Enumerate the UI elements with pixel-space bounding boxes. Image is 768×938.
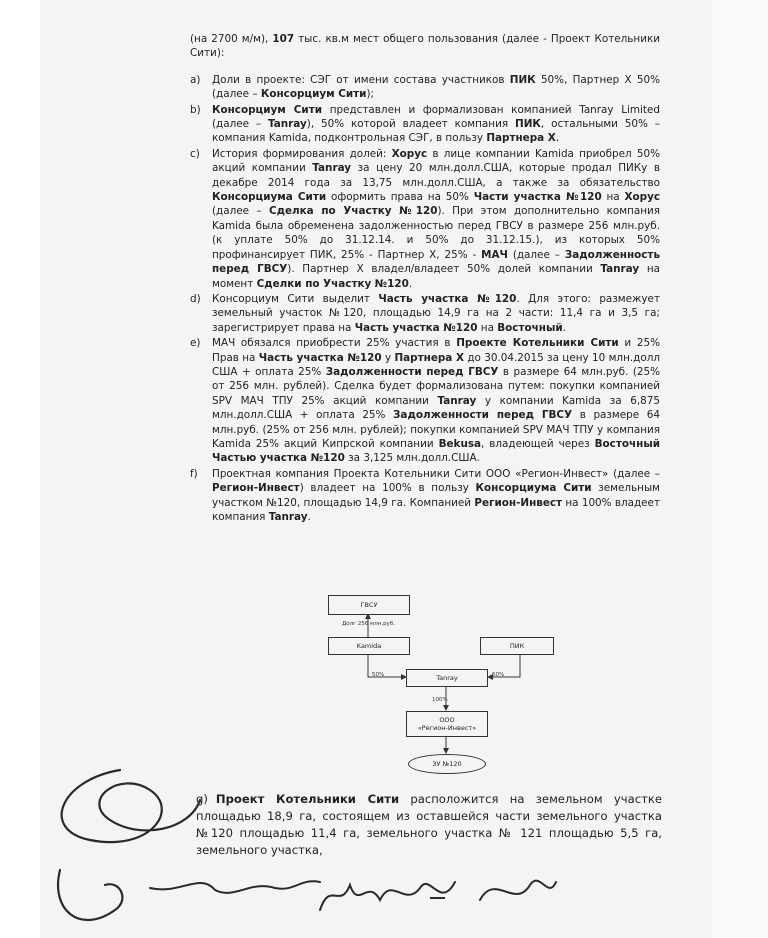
diagram-box-gvsu: ГВСУ [328, 595, 410, 615]
diagram-region-text: «Регион-Инвест» [417, 724, 477, 732]
clause-text: на [477, 321, 498, 334]
clause-bold-text: Регион-Инвест [212, 482, 300, 495]
clause-text: в размере 64 млн.руб. (25% от 256 млн. рублей). Сделка будет формализована путем: покупки компанией SPV МАЧ ТПУ 25% акций компании [212, 365, 660, 407]
diagram-label-debt: Долг 256 млн.руб. [342, 621, 395, 627]
signature-scribbles [0, 760, 768, 938]
clause-letter: c) [190, 147, 200, 160]
clause-letter: e) [190, 337, 201, 350]
clause-bold-text: Сделка по Участку №120 [268, 205, 438, 218]
clause-text: МАЧ обязался приобрести 25% участия в [212, 337, 457, 350]
clause-text: , остальными 50% – компания Kamida, подконтрольная СЭГ, в пользу [212, 118, 660, 145]
clause-item [190, 147, 660, 291]
clause-text: . [562, 321, 566, 334]
ownership-diagram [320, 585, 550, 775]
clause-bold-text: ПИК [515, 118, 541, 131]
clause-text: у [381, 351, 395, 364]
clause-text: (далее – [507, 248, 565, 261]
clause-letter: b) [190, 103, 201, 116]
clause-text: История формирования долей: [212, 147, 392, 160]
diagram-box-tanray: Tanray [406, 669, 488, 687]
diagram-label-pct-left: 50% [372, 672, 385, 678]
clause-bold-text: Tanray [600, 263, 640, 276]
clause-bold-text: Сделки по Участку [256, 277, 372, 290]
clause-text: и 25% Прав на [212, 337, 660, 364]
clause-bold-text: Восточный [497, 321, 563, 334]
clause-text: на момент [212, 263, 660, 290]
clause-bold-text: Задолженности перед ГВСУ [393, 409, 573, 422]
clause-text: на 100% владеет компания [212, 496, 661, 523]
clause-item [190, 336, 660, 466]
clause-text: 50%, Партнер Х 50% (далее – [212, 73, 661, 101]
clause-bold-text: Восточный Частью участка №120 [212, 437, 660, 465]
clause-item [190, 103, 660, 146]
clause-text: представлен и формализован компанией Tanray Limited (далее – [212, 103, 660, 131]
clause-item [190, 73, 660, 102]
clause-text: ). Партнер Х владел/владеет 50% долей компании [287, 263, 601, 276]
diagram-box-region-invest [406, 711, 488, 737]
intro-text-1: (на 2700 м/м), [190, 33, 273, 45]
signatures [0, 760, 768, 938]
clause-text: Доли в проекте: СЭГ от имени состава участников [212, 73, 510, 86]
diagram-ellipse-zu120: ЗУ №120 [408, 754, 486, 774]
clause-text: ). При этом дополнительно компания Kamida была обременена задолженностью перед ГВСУ в размере 256 млн.руб. (к уплате 50% до 31.12.14. и 50% до 31.12.15.), из которых 50% профинансирует ПИК, 25% - Партнер Х, 25% - [212, 205, 661, 261]
clause-text: Проектная компания Проекта Котельники Сити ООО «Регион-Инвест» (далее – [212, 467, 660, 480]
clause-bold-text: ПИК [509, 73, 536, 86]
clause-text: ), 50% которой владеет компания [306, 118, 515, 131]
document-body [190, 32, 660, 525]
clause-text: за 3,125 млн.долл.США. [344, 452, 480, 465]
clause-bold-text: Проекте Котельники Сити [456, 337, 619, 350]
clause-bold-text: Tanray [268, 511, 308, 523]
intro-text-2: тыс. кв.м мест общего пользования (далее - Проект Котельники Сити): [190, 33, 660, 60]
clause-text: (далее – [212, 205, 269, 218]
clause-text: . Для этого: размежует земельный участок №120, площадью 14,9 га на 2 части: 11,4 га и 3,5 га; зарегистрирует права на [212, 292, 660, 334]
clause-letter: g) [196, 792, 208, 806]
clause-bold-text: Регион-Инвест [474, 496, 563, 509]
clause-text: , владеющей через [481, 437, 595, 450]
clause-text: в лице компании Kamida приобрел 50% акций компании [212, 147, 660, 175]
clause-bold-text: Части участка №120 [473, 191, 602, 204]
clause-text: расположится на земельном участке площадью 18,9 га, состоящем из оставшейся части земельного участка №120 площадью 11,4 га, земельного участка № 121 площадью 5,5 га, земельного участка, [196, 792, 662, 857]
clause-item [190, 292, 660, 335]
clause-text: ); [366, 88, 375, 101]
clause-text: . [408, 277, 413, 290]
diagram-label-pct-down: 100% [432, 697, 448, 703]
diagram-ooo-text: ООО [439, 716, 455, 724]
clause-text: в размере 64 млн.руб. (25% от 256 млн. рублей); покупки компанией SPV МАЧ ТПУ у компания Kamida 25% акций Кипрской компании [212, 409, 660, 450]
clause-bold-text: Tanray [312, 162, 352, 175]
clause-bold-text: Хорус [624, 191, 661, 204]
intro-bold-1: 107 [272, 33, 295, 45]
clause-bold-text: Консорциума Сити [212, 191, 327, 204]
clause-text: на [601, 191, 625, 204]
clause-bold-text: Часть участка №120 [378, 292, 517, 305]
clause-bold-text: Хорус [391, 147, 428, 160]
clause-bold-text: Часть участка №120 [258, 351, 382, 364]
clause-text: ) владеет на 100% в пользу [299, 482, 476, 495]
clause-text: земельным участком №120, площадью 14,9 га. Компанией [212, 482, 660, 509]
clause-letter: f) [190, 467, 198, 480]
clause-bold-text: Bekusa [438, 437, 482, 450]
clause-bold-text: №120 [374, 277, 409, 290]
clause-bold-text: Проект Котельники Сити [215, 792, 400, 806]
clause-bold-text: Задолженность перед ГВСУ [212, 248, 661, 276]
clause-letter: a) [190, 73, 201, 86]
diagram-box-pik: ПИК [480, 637, 554, 655]
clause-bold-text: Партнера Х [394, 351, 464, 364]
intro-paragraph [190, 32, 660, 61]
clause-bold-text: Консорциума Сити [475, 482, 592, 495]
clause-bold-text: Задолженности перед ГВСУ [325, 365, 499, 378]
clause-bold-text: Tanray [268, 118, 307, 131]
clause-bold-text: Часть участка №120 [354, 321, 478, 334]
clause-bold-text: Консорциум Сити [212, 103, 323, 116]
clause-text: оформить права на 50% [326, 191, 474, 204]
clause-text: Консорциум Сити выделит [212, 292, 379, 305]
clause-bold-text: МАЧ [481, 248, 508, 261]
clause-text: . [307, 511, 311, 523]
clause-bold-text: Tanray [437, 394, 477, 407]
clause-bold-text: Партнера Х [486, 132, 556, 145]
clause-list [190, 73, 660, 525]
diagram-label-pct-right: 50% [492, 672, 505, 678]
clause-item [190, 467, 660, 525]
clause-text: до 30.04.2015 за цену 10 млн.долл США + оплата 25% [212, 351, 660, 378]
clause-text: за цену 20 млн.долл.США, которые продал ПИКу в декабре 2014 года за 13,75 млн.долл.США, а также за обязательство [212, 162, 660, 189]
clause-bold-text: Консорциум Сити [260, 88, 367, 101]
clause-letter: d) [190, 292, 201, 305]
clause-text: . [555, 132, 560, 145]
diagram-box-kamida: Kamida [328, 637, 410, 655]
clause-text: у компании Kamida за 6,875 млн.долл.США + оплата 25% [212, 394, 660, 422]
